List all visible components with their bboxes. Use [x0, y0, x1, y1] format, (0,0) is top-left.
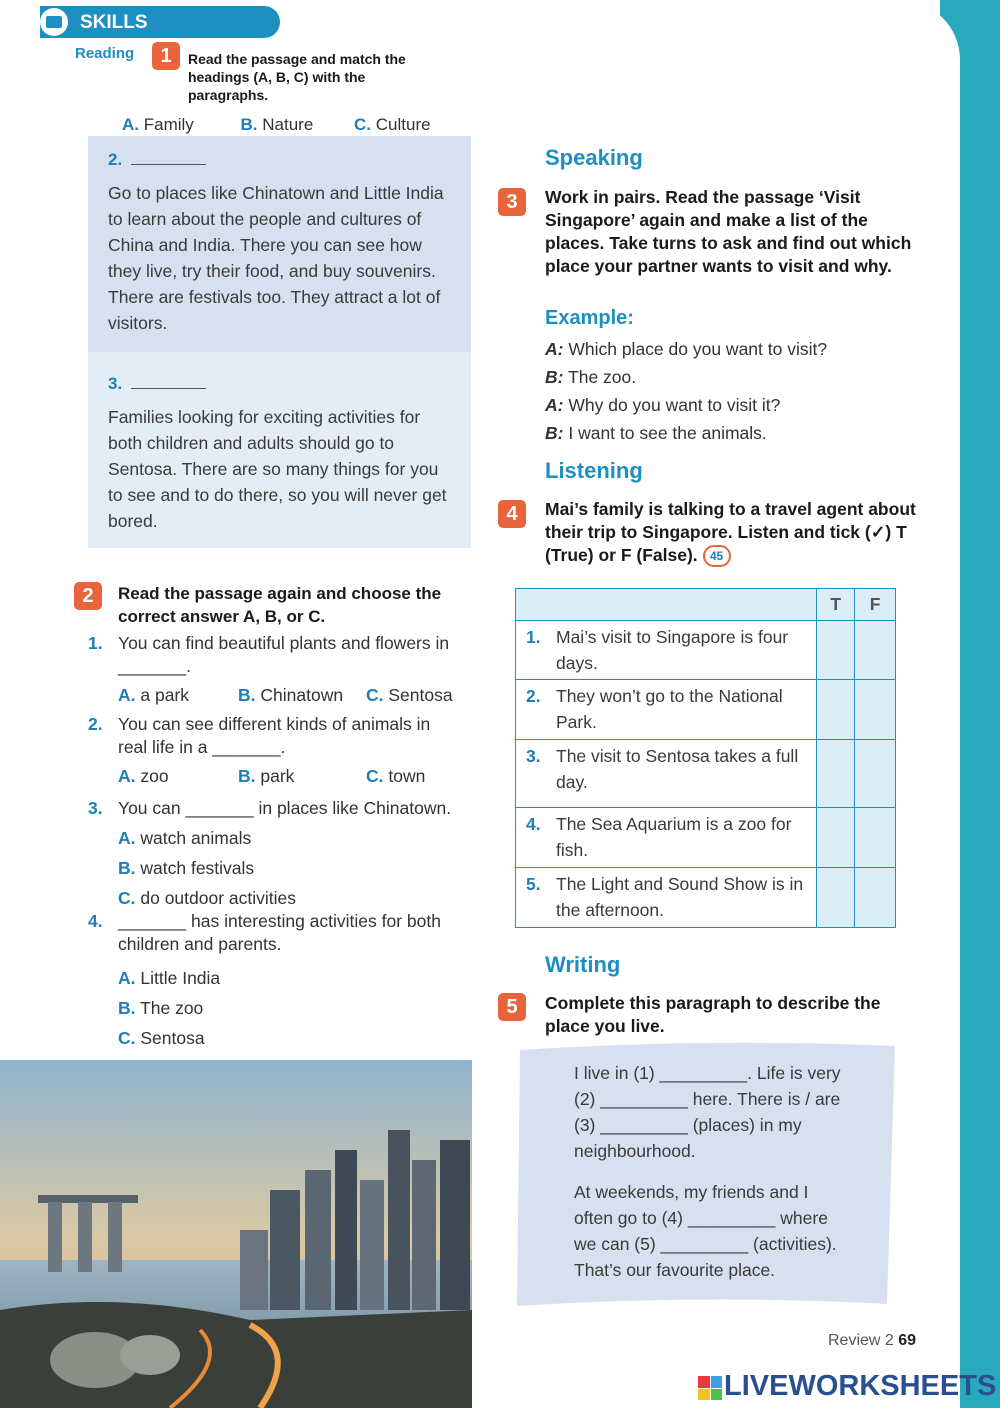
writing-title: Writing [545, 952, 621, 977]
exercise-3-badge: 3 [498, 188, 526, 216]
heading-a: A. Family [122, 115, 194, 134]
true-false-table [515, 588, 896, 928]
paragraph-2-answer-blank[interactable] [131, 151, 206, 165]
writing-paragraph-1: I live in (1) _________. Life is very (2) _________ here. There is / are (3) _________ (places) in my neighbourhood. [574, 1063, 841, 1161]
exercise-3-instruction: Work in pairs. Read the passage ‘Visit Singapore’ again and make a list of the places. Take turns to ask and find out which place your partner wants to visit and why. [545, 187, 912, 276]
exercise-4-badge: 4 [498, 500, 526, 528]
column-f: F [855, 589, 896, 621]
dialogue-line: B: I want to see the animals. [545, 423, 767, 443]
skills-label: SKILLS [80, 12, 148, 33]
table-row: 2. They won’t go to the National Park. [516, 680, 817, 740]
example-dialogue [545, 335, 827, 447]
q2-option-c[interactable]: C. town [366, 766, 426, 786]
table-row: 5. The Light and Sound Show is in the afternoon. [516, 868, 817, 928]
exercise-1-instruction: Read the passage and match the headings (A, B, C) with the paragraphs. [188, 51, 406, 103]
q1-option-a[interactable]: A. a park [118, 685, 190, 705]
exercise-1-badge: 1 [152, 42, 180, 70]
question-1: 1. You can find beautiful plants and flowers in _______. A. a park B. Chinatown C. Sentosa [88, 633, 453, 705]
liveworksheets-logo-icon [698, 1376, 722, 1400]
table-row: 1. Mai’s visit to Singapore is four days. [516, 621, 817, 680]
paragraph-3-label: 3. [108, 374, 206, 394]
q3-option-c[interactable]: C. do outdoor activities [118, 888, 297, 908]
tick-cell-f[interactable] [855, 680, 896, 740]
heading-b: B. Nature [240, 115, 314, 134]
tick-cell-t[interactable] [817, 808, 855, 868]
table-row: 4. The Sea Aquarium is a zoo for fish. [516, 808, 817, 868]
tick-cell-f[interactable] [855, 621, 896, 680]
q1-option-b[interactable]: B. Chinatown [238, 685, 344, 705]
question-2: 2. You can see different kinds of animals in real life in a _______. A. zoo B. park C. town [88, 714, 431, 786]
exercise-5-badge: 5 [498, 993, 526, 1021]
listening-title: Listening [545, 458, 643, 483]
question-4: 4. _______ has interesting activities for both children and parents. A. Little India B. The zoo C. Sentosa [88, 910, 463, 1053]
paragraph-2-label: 2. [108, 150, 206, 170]
headings-row [122, 115, 431, 135]
exercise-2-instruction: Read the passage again and choose the correct answer A, B, or C. [118, 584, 442, 626]
column-t: T [817, 589, 855, 621]
paragraph-2-text: Go to places like Chinatown and Little India to learn about the people and cultures of China and India. There you can see how they live, try their food, and buy souvenirs. There are festivals too. They attract a lot of visitors. [108, 183, 444, 333]
q4-option-a[interactable]: A. Little India [118, 968, 221, 988]
q1-option-c[interactable]: C. Sentosa [366, 685, 453, 705]
page-footer: Review 2 69 [828, 1332, 917, 1349]
reading-label: Reading [75, 45, 135, 62]
tick-cell-t[interactable] [817, 680, 855, 740]
audio-track-icon[interactable]: 45 [703, 545, 731, 567]
tick-cell-t[interactable] [817, 868, 855, 928]
q4-option-c[interactable]: C. Sentosa [118, 1028, 205, 1048]
tick-cell-f[interactable] [855, 868, 896, 928]
skills-banner-icon [40, 8, 68, 36]
speaking-title: Speaking [545, 145, 643, 170]
heading-c: C. Culture [354, 115, 431, 134]
q3-option-b[interactable]: B. watch festivals [118, 858, 255, 878]
dialogue-line: A: Why do you want to visit it? [545, 395, 781, 415]
question-3: 3. You can _______ in places like Chinatown. A. watch animals B. watch festivals C. do outdoor activities [88, 793, 468, 913]
tick-cell-t[interactable] [817, 621, 855, 680]
exercise-2-badge: 2 [74, 582, 102, 610]
paragraph-3-answer-blank[interactable] [131, 375, 206, 389]
singapore-skyline-photo [0, 1060, 472, 1408]
liveworksheets-brand: LIVEWORKSHEETS [724, 1370, 997, 1402]
tick-cell-t[interactable] [817, 740, 855, 808]
skills-banner [40, 6, 280, 38]
paragraph-3-text: Families looking for exciting activities for both children and adults should go to Sentosa. There are so many things for you to see and to do there, so you will never get bored. [108, 407, 447, 531]
dialogue-line: A: Which place do you want to visit? [545, 339, 828, 359]
q4-option-b[interactable]: B. The zoo [118, 998, 204, 1018]
dialogue-line: B: The zoo. [545, 367, 637, 387]
exercise-4-instruction: Mai’s family is talking to a travel agent about their trip to Singapore. Listen and tick (✓) T (True) or F (False). 45 [545, 498, 920, 567]
q2-option-b[interactable]: B. park [238, 766, 295, 786]
exercise-5-instruction: Complete this paragraph to describe the place you live. [545, 993, 881, 1036]
example-label: Example: [545, 307, 634, 329]
writing-paragraph-2: At weekends, my friends and I often go to (4) _________ where we can (5) _________ (activities). That’s our favourite place. [574, 1182, 837, 1280]
tick-cell-f[interactable] [855, 740, 896, 808]
tick-cell-f[interactable] [855, 808, 896, 868]
table-row: 3. The visit to Sentosa takes a full day. [516, 740, 817, 808]
q2-option-a[interactable]: A. zoo [118, 766, 169, 786]
q3-option-a[interactable]: A. watch animals [118, 828, 252, 848]
